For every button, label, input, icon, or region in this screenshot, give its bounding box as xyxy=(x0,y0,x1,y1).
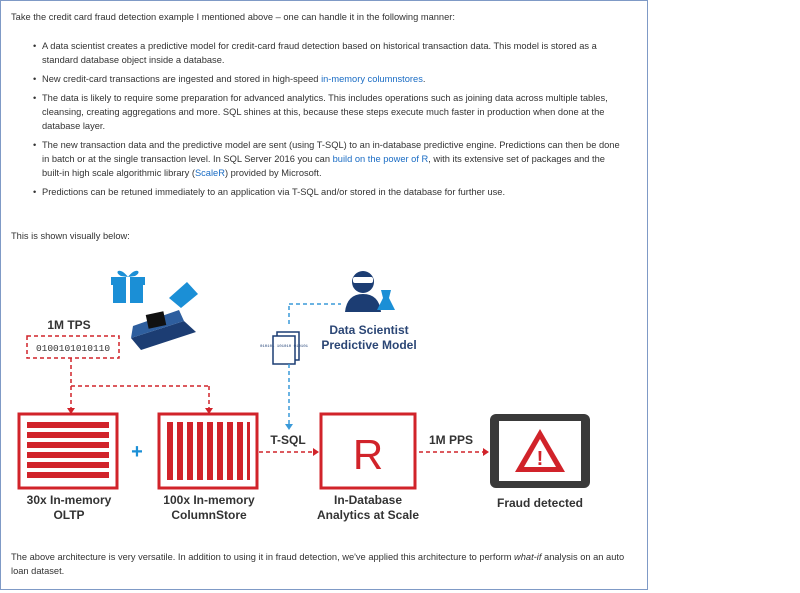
oltp-block xyxy=(19,414,117,488)
alert-mark: ! xyxy=(536,448,544,470)
analytics-label-2: Analytics at Scale xyxy=(316,508,420,522)
model-document-icon xyxy=(260,332,309,364)
oltp-label-1: 30x In-memory xyxy=(26,493,112,507)
list-item xyxy=(35,138,625,180)
what-if-emphasis: what-if xyxy=(514,552,542,562)
link-scaler[interactable]: ScaleR xyxy=(194,168,225,178)
arrow-head xyxy=(313,448,319,456)
steps-list xyxy=(11,39,625,204)
outro-text: The above architecture is very versatile. In addition to using it in fraud detection, we've applied this architecture to perform xyxy=(11,552,515,562)
document-code: 010101 101010 010101 xyxy=(259,345,309,349)
arrow-head xyxy=(285,424,293,430)
oltp-label-2: OLTP xyxy=(53,508,85,522)
bullet-text: , with its extensive set of packages and the built-in high scale algorithmic library ( xyxy=(42,154,605,178)
r-analytics-block xyxy=(321,414,415,488)
tps-label: 1M TPS xyxy=(47,318,91,332)
scientist-label-2: Predictive Model xyxy=(321,338,417,352)
outro-paragraph xyxy=(11,550,641,578)
link-in-memory-columnstores[interactable]: in-memory columnstores xyxy=(321,74,423,84)
diagram-intro: This is shown visually below: xyxy=(11,231,130,241)
pps-label: 1M PPS xyxy=(428,433,474,447)
list-item xyxy=(35,39,625,67)
list-item xyxy=(35,185,625,199)
scientist-label-1: Data Scientist xyxy=(329,323,409,337)
outro-text: analysis on an auto loan dataset. xyxy=(11,552,625,576)
link-power-of-r[interactable]: build on the power of R xyxy=(332,154,429,164)
columnstore-label-2: ColumnStore xyxy=(171,508,247,522)
columnstore-block xyxy=(159,414,257,488)
fraud-alert-tablet-icon xyxy=(490,414,590,488)
list-item xyxy=(35,72,625,86)
columnstore-label-1: 100x In-memory xyxy=(163,493,255,507)
arrow-head xyxy=(483,448,489,456)
bullet-text: New credit-card transactions are ingested and stored in high-speed xyxy=(42,74,322,84)
bullet-text: . xyxy=(422,74,426,84)
binary-stream: 0100101010110 xyxy=(35,343,111,354)
bullet-text: Predictions can be retuned immediately to an application via T-SQL and/or stored in the database for further use. xyxy=(42,187,506,197)
tsql-label: T-SQL xyxy=(270,433,306,447)
bullet-text: The new transaction data and the predictive model are sent (using T-SQL) to an in-database predictive engine. Predictions can then be done in batch or at the single transaction level. In SQL Server 2016 you can xyxy=(42,140,620,164)
ingest-connectors xyxy=(71,358,209,408)
bullet-text: A data scientist creates a predictive model for credit-card fraud detection based on historical transaction data. This model is stored as a standard database object inside a database. xyxy=(42,41,597,65)
fraud-detected-label: Fraud detected xyxy=(496,496,584,510)
data-scientist-icon xyxy=(345,271,395,312)
bullet-text: The data is likely to require some preparation for advanced analytics. This includes operations such as joining data across multiple tables, cleansing, creating aggregations and more. SQL shines at this, because these steps execute much faster in production when done at the database layer. xyxy=(42,93,608,131)
architecture-diagram xyxy=(1,246,647,546)
list-item xyxy=(35,91,625,133)
bullet-text: ) provided by Microsoft. xyxy=(224,168,322,178)
plus-sign: + xyxy=(131,441,143,463)
analytics-label-1: In-Database xyxy=(333,493,403,507)
gift-icon xyxy=(111,271,145,303)
intro-paragraph: Take the credit card fraud detection example I mentioned above – one can handle it in the following manner: xyxy=(11,12,455,22)
r-letter: R xyxy=(352,431,384,478)
model-connector xyxy=(289,304,341,424)
